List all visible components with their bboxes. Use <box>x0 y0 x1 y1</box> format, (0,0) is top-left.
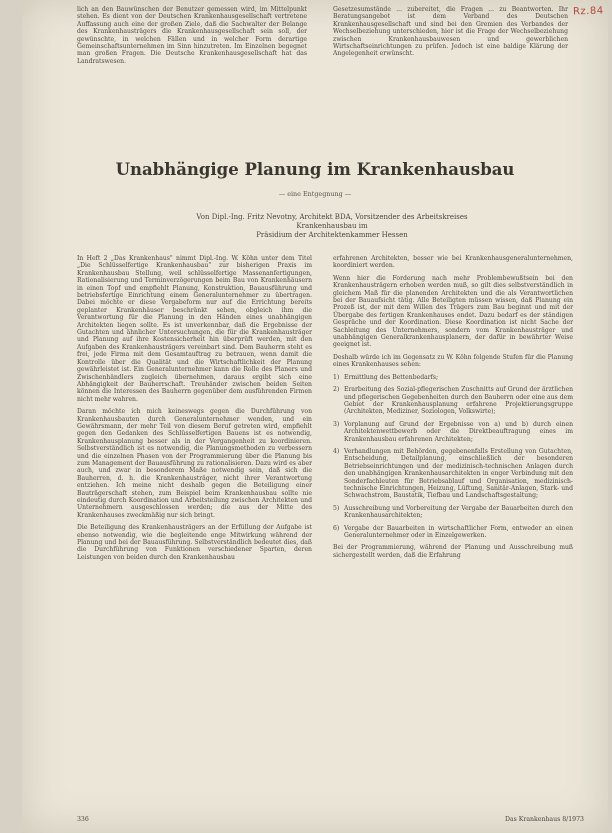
list-item <box>333 505 573 520</box>
author-line: Von Dipl.-Ing. Fritz Nevotny, Architekt BDA, Vorsitzender des Arbeitskreises Krankenhausbau im <box>196 213 468 230</box>
page-number: 336 <box>77 816 89 823</box>
list-text: Erarbeitung des Sozial-pflegerischen Zuschnitts auf Grund der ärztlichen und pflegerischen Gegebenheiten durch den Bauherrn oder eine aus dem Gebiet der Krankenhausplanung erfahrene Projektierungsgruppe (Architekten, Mediziner, Soziologen, Volkswirte); <box>344 386 573 416</box>
list-text: Vorplanung auf Grund der Ergebnisse von a) und b) durch einen Architektenwettbewerb oder die Direktbeauftragung eines im Krankenhausbau erfahrenen Architekten; <box>344 420 573 443</box>
page-sheet <box>22 0 608 833</box>
list-text: Verhandlungen mit Behörden, gegebenenfalls Erstellung von Gutachten, Entscheidung, Detailplanung, einschließlich der besonderen Betriebseinrichtungen und der medizinisch-technischen Anlagen durch den unabhängigen Krankenhausarchitekten in enger Verbindung mit den Sonderfachleuten für Betriebsablauf und Organisation, medizinisch-technische Einrichtungen, Heizung, Lüftung, Sanitär-Anlagen, Stark- und Schwachstrom, Baustatik, Tiefbau und Landschaftsgestaltung; <box>344 447 573 500</box>
author-line: Präsidium der Architektenkammer Hessen <box>256 231 408 239</box>
paragraph: Wenn hier die Forderung nach mehr Problembewußtsein bei den Krankenhausträgern erhoben werden muß, so gilt dies selbstverständlich in gleichem Maß für die planenden Architekten und die als Verantwortlichen bei der Bauaufsicht tätig. Alle Beteiligten müssen wissen, daß Planung ein Prozeß ist, der mit dem Willen des Trägers zum Bau beginnt und mit der Übergabe des fertigen Krankenhauses endet. Dazu bedarf es der ständigen Gespräche und der Koordination. Diese Koordination ist nicht Sache der Sachleitung des Unternehmers, sondern vom Krankenhausträger und unabhängigen Generalkrankenhausplanern, der dafür in bewährter Weise geeignet ist. <box>333 274 573 349</box>
paragraph: Gesetzesumstände ... zubereitet, die Fragen ... zu Beantworten. Ihr Beratungsangebot ist dem Verband des Deutschen Krankenhausgesellschaft und sind bei den Gremien des Verbandes der Wechselbeziehung unterschieden, hier ist die Frage der Wechselbeziehung zwischen Krankenhausbauwesen und gewerblichen Wirtschaftseinrichtungen zu prüfen. Jedoch ist eine baldige Klärung der Angelegenheit erwünscht. <box>333 6 568 58</box>
archive-stamp: Rz.84 <box>573 5 605 18</box>
list-item <box>333 386 573 416</box>
list-text: Vergabe der Bauarbeiten in wirtschaftlicher Form, entweder an einen Generalunternehmer oder in Einzelgewerken. <box>344 524 573 539</box>
list-number: 5) <box>333 504 340 512</box>
list-number: 1) <box>333 373 340 381</box>
list-item <box>333 421 573 443</box>
paragraph: erfahrenen Architekten, besser wie bei Krankenhausgeneralunternehmen, koordiniert werden. <box>333 255 573 270</box>
paragraph: lich an den Bauwünschen der Benutzer gemessen wird, im Mittelpunkt stehen. Es dient von der Deutschen Krankenhausgesellschaft vertretene Auffassung auch eine der großen Ziele, daß die Sachwalter der Belange des Krankenhausträgers die Krankenhausgesellschaft sein soll, der gewünschte, in welchen Fällen und in welcher Form derartige Gemeinschaftsunternehmen im Sinn hinzutreten. Im Einzelnen begegnet man großen Fragen. Die Deutsche Krankenhausgesellschaft hat das Landratswesen. <box>77 6 307 65</box>
paragraph: Die Beteiligung des Krankenhausträgers an der Erfüllung der Aufgabe ist ebenso notwendig, wie die begleitende enge Mitwirkung während der Planung und bei der Bauausführung. Selbstverständlich bedeutet dies, daß die Durchführung von Funktionen verschiedener Sparten, deren Leistungen von beiden durch den Krankenhausbau <box>77 524 312 561</box>
list-item <box>333 374 573 381</box>
paragraph: Deshalb würde ich im Gegensatz zu W. Köhn folgende Stufen für die Planung eines Krankenhauses sehen: <box>333 353 573 369</box>
list-number: 4) <box>333 447 340 455</box>
top-right-text <box>333 6 568 63</box>
body-left-column <box>77 255 312 566</box>
list-item <box>333 448 573 500</box>
paragraph: Daran möchte ich mich keineswegs gegen die Durchführung von Krankenhausbauten durch Generalunternehmer wenden, und ein Gewährsmann, der mehr Teil von diesem Beruf getreten wird, empfiehlt gegen den Gedanken des Schlüsselfertigen Bauens ist es notwendig, Krankenhausplanung besser als in der Vergangenheit zu koordinieren. Selbstverständlich ist es notwendig, die Planungsmethoden zu verbessern und die einzelnen Phasen von der Programmierung über die Planung bis zum Management der Bauausführung zu rationalisieren. Dazu wird es aber auch, und zwar in besonderem Maße notwendig sein, daß sich die Bauherren, d. h. die Krankenhausträger, nicht ihrer Verantwortung entziehen. Ich meine nicht deshalb gegen die Beteiligung einer Bauträgerschaft stehen, zum Beispiel beim Krankenhausbau sollte nie eindeutig durch Koordination und Arbeitsteilung zwischen Architekten und Unternehmern ausgeschlossen werden; die aus der Mitte des Krankenhauses zweckmäßig nur sich bringt. <box>77 408 312 519</box>
paragraph: Bei der Programmierung, während der Planung und Ausschreibung muß sichergestellt werden, daß die Erfahrung <box>333 544 573 559</box>
list-number: 2) <box>333 386 340 394</box>
list-number: 3) <box>333 420 340 428</box>
list-number: 6) <box>333 524 340 532</box>
top-left-text <box>77 6 307 70</box>
journal-reference: Das Krankenhaus 8/1973 <box>504 816 584 823</box>
article-title: Unabhängige Planung im Krankenhausbau <box>115 160 515 179</box>
list-item <box>333 525 573 540</box>
article-subtitle: — eine Entgegnung — <box>278 190 352 198</box>
author-byline <box>182 213 482 240</box>
list-text: Ausschreibung und Vorbereitung der Vergabe der Bauarbeiten durch den Krankenhausarchitekten; <box>344 504 573 520</box>
body-right-column <box>333 255 573 564</box>
paragraph: In Heft 2 „Das Krankenhaus" nimmt Dipl.-Ing. W. Köhn unter dem Titel „Die Schlüsselfertige Krankenhausbau" zur bisherigen Praxis im Krankenhausbau Stellung, weil schlüsselfertige Massenanfertigungen, Rationalisierung und Terminverzögerungen beim Bau von Krankenhäusern in einen Topf und empfiehlt Planung, Konstruktion, Bauausführung und betriebsfertige Einrichtung einem Generalunternehmer zu übertragen. Dabei möchte er diese Vergabeform nur auf die Errichtung bereits geplanter Krankenhäuser beschränkt sehen, obgleich ihm die Verantwortung für die Planung in den Händen eines unabhängigen Architekten liegen sollte. Es ist unverkennbar, daß die Ergebnisse der Gutachten und ähnlicher Untersuchungen, die für die Krankenhausträger und Planung auf ihre Kostensicherheit hin überprüft werden, mit den Aufgaben des Krankenhausträgers vereinbart sind. Dem Bauherrn steht es frei, jede Firma mit dem Gesamtauftrag zu betrauen, wenn damit die Kontrolle über die Qualität und die Wirtschaftlichkeit der Planung gewährleistet ist. Ein Generalunternehmer kann die Rolle des Planers und Zwischenhändlers zugleich übernehmen, daraus ergibt sich eine Abhängigkeit der Bauherrschaft. Treuhänder zwischen beiden Seiten können die Interessen des Bauherrn gegenüber dem ausführenden Firmen nicht mehr wahren. <box>77 255 312 403</box>
list-text: Ermittlung des Bettenbedarfs; <box>344 373 439 381</box>
